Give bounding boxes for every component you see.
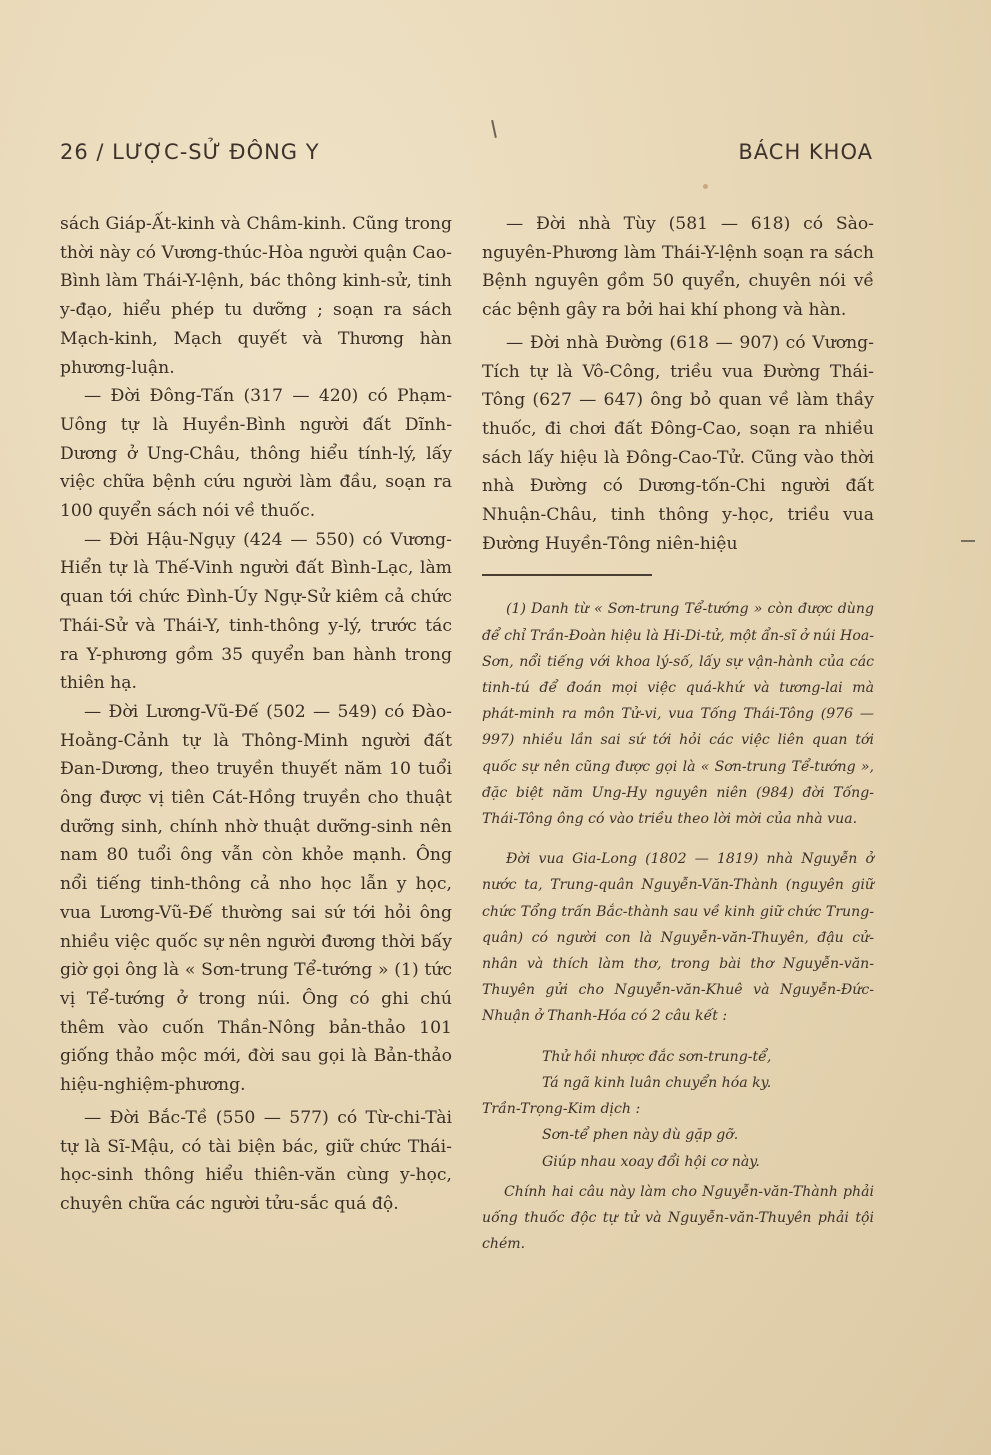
- poem-line: Thử hồi nhược đắc sơn-trung-tể,: [542, 1048, 772, 1065]
- page-header-left: 26 / LƯỢC-SỬ ĐÔNG Y: [60, 140, 320, 164]
- translator-line: Trần-Trọng-Kim dịch :: [482, 1101, 641, 1118]
- poem: [482, 1044, 874, 1175]
- margin-mark: [961, 540, 975, 542]
- paragraph: sách Giáp-Ất-kinh và Châm-kinh. Cũng trong thời này có Vương-thúc-Hòa người quận Cao-Bình làm Thái-Y-lệnh, bác thông kinh-sử, tinh y-đạo, hiểu phép tu dưỡng ; soạn ra sách Mạch-kinh, Mạch quyết và Thương hàn phương-luận.: [60, 214, 452, 378]
- story-paragraph: Đời vua Gia-Long (1802 — 1819) nhà Nguyễn ở nước ta, Trung-quân Nguyễn-Văn-Thành (nguyên giữ chức Tổng trấn Bắc-thành sau về kinh giữ chức Trung-quân) có người con là Nguyễn-văn-Thuyên, đậu cử-nhân và thích làm thơ, trong bài thơ Nguyễn-văn-Thuyên gửi cho Nguyễn-văn-Khuê và Nguyễn-Đức-Nhuận ở Thanh-Hóa có 2 câu kết :: [482, 851, 874, 1025]
- poem-line: Tá ngã kinh luân chuyển hóa ky.: [542, 1074, 772, 1091]
- left-column: [60, 210, 452, 1219]
- paragraph: — Đời Bắc-Tề (550 — 577) có Từ-chi-Tài tự là Sĩ-Mậu, có tài biện bác, giữ chức Thái-học-sinh thông hiểu thiên-văn cùng y-học, chuyên chữa các người tửu-sắc quá độ.: [60, 1107, 452, 1214]
- closing-paragraph: Chính hai câu này làm cho Nguyễn-văn-Thành phải uống thuốc độc tự tử và Nguyễn-văn-Thuyên phải tội chém.: [482, 1183, 874, 1253]
- paragraph: — Đời Lương-Vũ-Đế (502 — 549) có Đào-Hoằng-Cảnh tự là Thông-Minh người đất Đan-Dương, theo truyền thuyết năm 10 tuổi ông được vị tiên Cát-Hồng truyền cho thuật dưỡng sinh, chính nhờ thuật dưỡng-sinh nên nam 80 tuổi ông vẫn còn khỏe mạnh. Ông nổi tiếng tinh-thông cả nho học lẫn y học, vua Lương-Vũ-Đế thường sai sứ tới hỏi ông nhiều việc quốc sự nên người đương thời bấy giờ gọi ông là « Sơn-trung Tể-tướng » (1) tức vị Tể-tướng ở trong núi. Ông có ghi chú thêm vào cuốn Thần-Nông bản-thảo 101 giống thảo mộc mới, đời sau gọi là Bản-thảo hiệu-nghiệm-phương.: [60, 701, 452, 1096]
- print-mark: [491, 120, 496, 138]
- translation-line: Giúp nhau xoay đổi hội cơ này.: [542, 1153, 760, 1170]
- right-column: [482, 210, 874, 1271]
- paragraph: — Đời nhà Tùy (581 — 618) có Sào-nguyên-Phương làm Thái-Y-lệnh soạn ra sách Bệnh nguyên gồm 50 quyển, chuyên nói về các bệnh gây ra bởi hai khí phong và hàn.: [482, 214, 874, 321]
- footnote: (1) Danh từ « Sơn-trung Tể-tướng » còn được dùng để chỉ Trần-Đoàn hiệu là Hi-Di-tử, một ẩn-sĩ ở núi Hoa-Sơn, nổi tiếng với khoa lý-số, lấy sự vận-hành của các tinh-tú để đoán mọi việc quá-khứ và tương-lai mà phát-minh ra môn Tử-vi, vua Tống Thái-Tông (976 — 997) nhiều lần sai sứ tới hỏi các việc liên quan tới quốc sự nên cũng được gọi là « Sơn-trung Tể-tướng », đặc biệt năm Ung-Hy nguyên niên (984) đời Tống-Thái-Tông ông có vào triều theo lời mời của nhà vua.: [482, 601, 875, 828]
- translation-line: Sơn-tể phen này dù gặp gỡ.: [542, 1127, 739, 1144]
- footnote-divider: [482, 574, 652, 576]
- page-header-right: BÁCH KHOA: [738, 140, 873, 164]
- paragraph: — Đời Đông-Tấn (317 — 420) có Phạm-Uông tự là Huyền-Bình người đất Dĩnh-Dương ở Ung-Châu, thông hiểu tính-lý, lấy việc chữa bệnh cứu người làm đầu, soạn ra 100 quyển sách nói về thuốc.: [60, 386, 452, 522]
- ornament-dot: [703, 184, 708, 189]
- paragraph: — Đời nhà Đường (618 — 907) có Vương-Tích tự là Vô-Công, triều vua Đường Thái-Tông (627 — 647) ông bỏ quan về làm thầy thuốc, đi chơi đất Đông-Cao, soạn ra nhiều sách lấy hiệu là Đông-Cao-Tử. Cũng vào thời nhà Đường có Dương-tốn-Chi người đất Nhuận-Châu, tinh thông y-học, triều vua Đường Huyền-Tông niên-hiệu: [482, 332, 874, 554]
- paragraph: — Đời Hậu-Ngụy (424 — 550) có Vương-Hiển tự là Thế-Vinh người đất Bình-Lạc, làm quan tới chức Đình-Úy Ngự-Sử kiêm cả chức Thái-Sử và Thái-Y, tinh-thông y-lý, trước tác ra Y-phương gồm 35 quyển ban hành trong thiên hạ.: [60, 529, 452, 694]
- notes-section: [482, 596, 874, 1257]
